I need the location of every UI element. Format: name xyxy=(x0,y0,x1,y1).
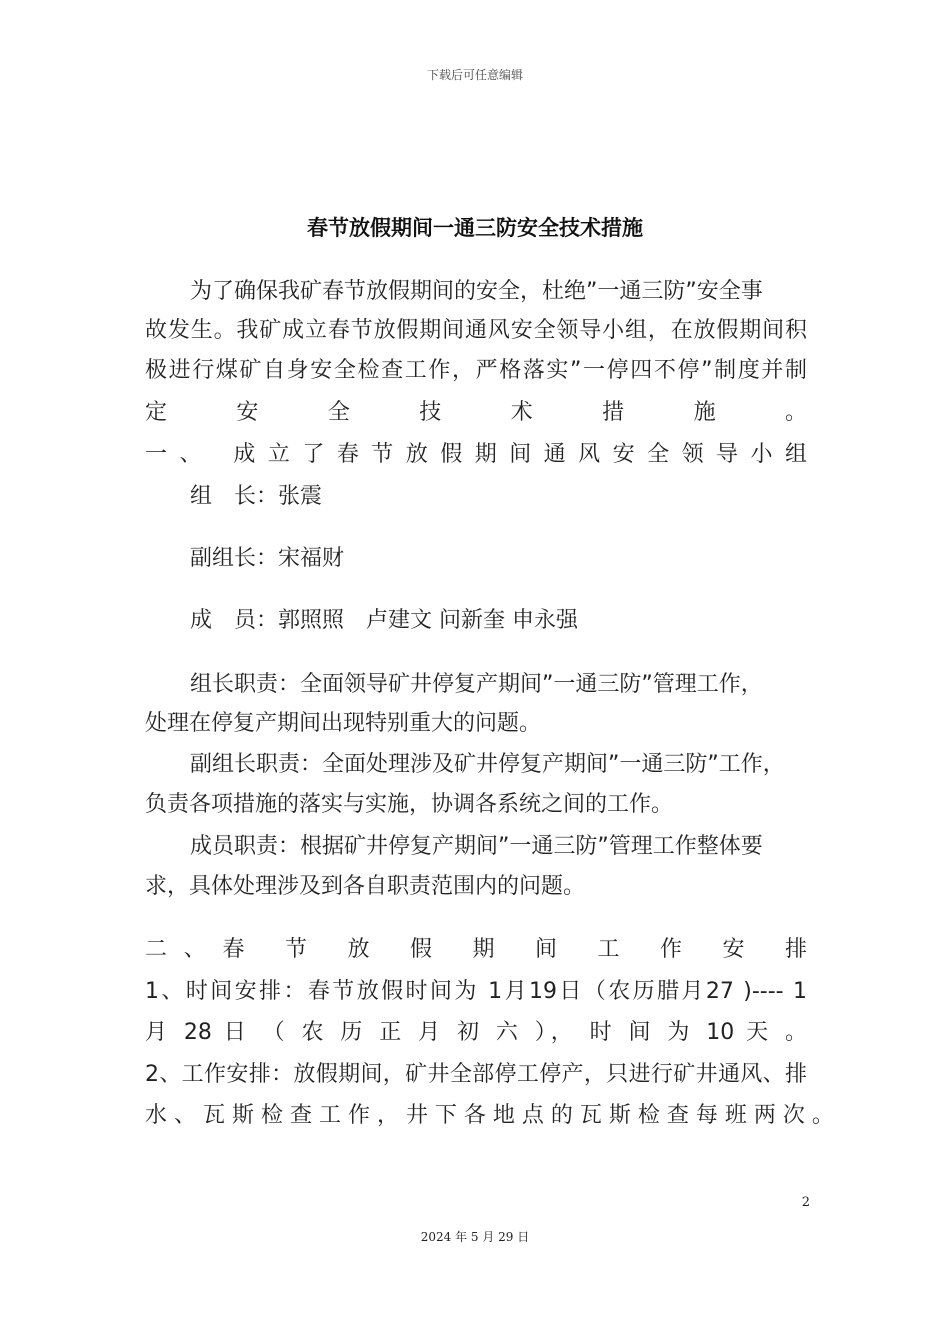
section-1-heading: 一、 成立了春节放假期间通风安全领导小组 xyxy=(145,442,807,467)
page-footer-date: 2024 年 5 月 29 日 xyxy=(420,1230,530,1244)
member-duty-line-2: 求，具体处理涉及到各自职责范围内的问题。 xyxy=(145,874,586,899)
members-line: 成 员：郭照照 卢建文 问新奎 申永强 xyxy=(190,608,578,633)
deputy-duty-line-1: 副组长职责：全面处理涉及矿井停复产期间”一通三防”工作， xyxy=(190,752,785,777)
section-2-line-3: 2、工作安排：放假期间，矿井全部停工停产，只进行矿井通风、排 xyxy=(145,1062,807,1087)
leader-line: 组 长：张震 xyxy=(190,484,323,509)
page-number: 2 xyxy=(801,1195,810,1210)
intro-line-4: 定 安 全 技 术 措 施 。 xyxy=(145,400,807,425)
section-2-line-4: 水 、 瓦 斯 检 查 工 作 ， 井 下 各 地 点 的 瓦 斯 检 查 每 班 两 次 。 xyxy=(145,1103,834,1128)
intro-line-2: 故发生。我矿成立春节放假期间通风安全领导小组，在放假期间积 xyxy=(145,318,807,343)
deputy-leader-line: 副组长：宋福财 xyxy=(190,546,345,571)
section-2-line-1: 1、时间安排：春节放假时间为 1月19日（农历腊月27 )---- 1 xyxy=(145,979,807,1004)
section-2-heading: 二、春 节 放 假 期 间 工 作 安 排 xyxy=(145,937,807,962)
intro-line-1: 为了确保我矿春节放假期间的安全，杜绝”一通三防”安全事 xyxy=(190,279,763,304)
leader-duty-line-2: 处理在停复产期间出现特别重大的问题。 xyxy=(145,711,542,736)
member-duty-line-1: 成员职责：根据矿井停复产期间”一通三防”管理工作整体要 xyxy=(190,834,763,859)
document-title: 春节放假期间一通三防安全技术措施 xyxy=(307,216,643,240)
leader-duty-line-1: 组长职责：全面领导矿井停复产期间”一通三防”管理工作， xyxy=(190,672,763,697)
section-2-line-2: 月 28 日 （ 农 历 正 月 初 六 ）， 时 间 为 10 天 。 xyxy=(145,1020,807,1045)
page-header: 下载后可任意编辑 xyxy=(426,68,523,82)
deputy-duty-line-2: 负责各项措施的落实与实施，协调各系统之间的工作。 xyxy=(145,792,674,817)
intro-line-3: 极进行煤矿自身安全检查工作，严格落实”一停四不停”制度并制 xyxy=(145,358,807,383)
